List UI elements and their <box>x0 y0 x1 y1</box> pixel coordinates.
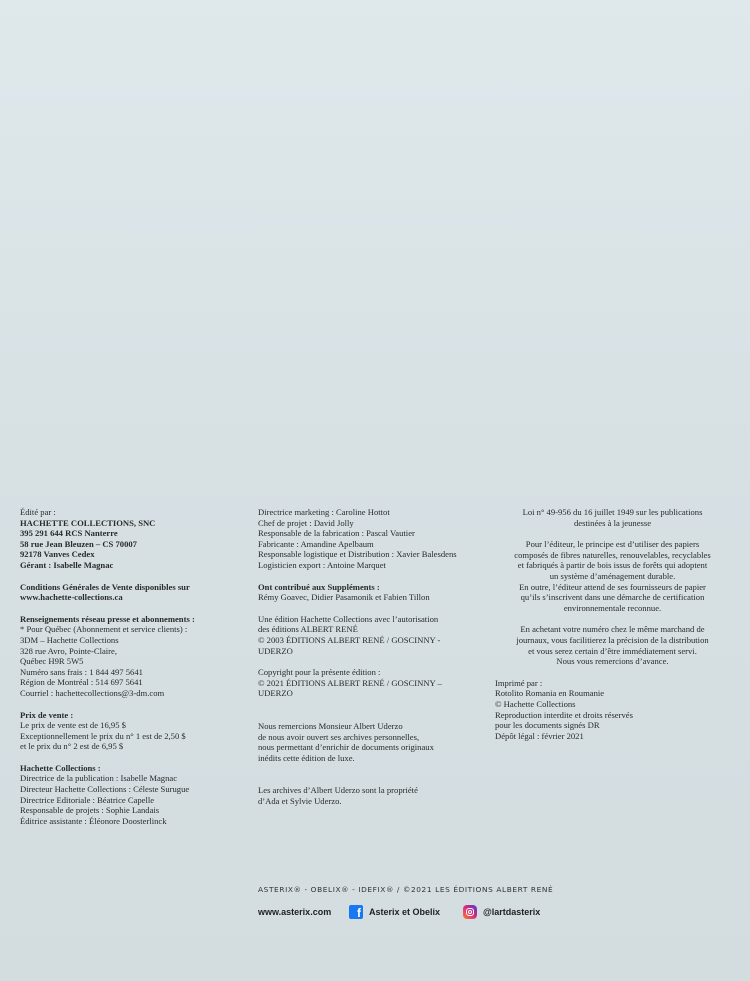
facebook-link[interactable] <box>349 903 440 921</box>
colophon-column-3 <box>495 507 730 741</box>
edition-line: Une édition Hachette Collections avec l’autorisation <box>258 613 439 624</box>
network-line: Québec H9R 5W5 <box>20 656 84 667</box>
staff-line: Chef de projet : David Jolly <box>258 517 354 528</box>
copyright-line: UDERZO <box>258 688 293 699</box>
hachette-staff-line: Directrice de la publication : Isabelle Magnac <box>20 773 178 784</box>
network-line: Courriel : hachettecollections@3-dm.com <box>20 687 165 698</box>
copyright-line: © 2021 ÉDITIONS ALBERT RENÉ / GOSCINNY – <box>258 677 442 688</box>
staff-line: Logisticien export : Antoine Marquet <box>258 559 386 570</box>
staff-line: Responsable de la fabrication : Pascal Vautier <box>258 528 415 539</box>
edition-line: © 2003 ÉDITIONS ALBERT RENÉ / GOSCINNY - <box>258 634 441 645</box>
purchase-line: et vous serez certain d’être immédiatement servi. <box>528 645 697 656</box>
colophon-column-1 <box>20 507 245 826</box>
thanks-line: nous permettant d’enrichir de documents originaux <box>258 742 434 753</box>
staff-line: Fabricante : Amandine Apelbaum <box>258 538 374 549</box>
network-line: * Pour Québec (Abonnement et service clients) : <box>20 624 188 635</box>
network-line: 328 rue Avro, Pointe-Claire, <box>20 645 117 656</box>
price-line: Le prix de vente est de 16,95 $ <box>20 720 126 731</box>
environment-line: composés de fibres naturelles, renouvelables, recyclables <box>514 549 711 560</box>
purchase-line: En achetant votre numéro chez le même marchand de <box>520 624 705 635</box>
law-line: Loi n° 49-956 du 16 juillet 1949 sur les publications <box>522 507 703 517</box>
hachette-title: Hachette Collections : <box>20 762 101 773</box>
hachette-staff-line: Directrice Editoriale : Béatrice Capelle <box>20 794 155 805</box>
colophon-column-2 <box>258 507 483 806</box>
environment-line: un système d’aménagement durable. <box>549 570 676 581</box>
archives-line: d’Ada et Sylvie Uderzo. <box>258 795 342 806</box>
supplements-names: Rémy Goavec, Didier Pasamonik et Fabien Tillon <box>258 592 430 603</box>
edition-line: des éditions ALBERT RENÉ <box>258 624 358 635</box>
thanks-line: Nous remercions Monsieur Albert Uderzo <box>258 720 403 731</box>
staff-line: Directrice marketing : Caroline Hottot <box>258 507 390 517</box>
hachette-staff-line: Responsable de projets : Sophie Landais <box>20 805 160 816</box>
website-label: www.asterix.com <box>258 907 332 917</box>
printer-line: Rotolito Romania en Roumanie <box>495 688 605 699</box>
law-line: destinées à la jeunesse <box>573 517 652 528</box>
price-title: Prix de vente : <box>20 709 74 720</box>
archives-line: Les archives d’Albert Uderzo sont la propriété <box>258 785 418 796</box>
instagram-link[interactable] <box>463 903 540 921</box>
network-line: Numéro sans frais : 1 844 497 5641 <box>20 666 143 677</box>
copyright-line: Copyright pour la présente édition : <box>258 667 381 678</box>
publisher-rcs: 395 291 644 RCS Nanterre <box>20 528 118 539</box>
instagram-icon <box>463 905 477 919</box>
price-line: et le prix du n° 2 est de 6,95 $ <box>20 741 124 752</box>
supplements-title: Ont contribué aux Suppléments : <box>258 581 380 592</box>
edition-line: UDERZO <box>258 645 293 656</box>
printer-line: © Hachette Collections <box>495 698 576 709</box>
trademark-credits: ASTERIX® - OBELIX® - IDEFIX® / ©2021 LES ÉDITIONS ALBERT RENÉ <box>258 885 554 894</box>
purchase-line: Nous vous remercions d’avance. <box>556 656 669 667</box>
printer-line: pour les documents signés DR <box>495 720 600 731</box>
network-line: Région de Montréal : 514 697 5641 <box>20 677 143 688</box>
publisher-name: HACHETTE COLLECTIONS, SNC <box>20 517 156 528</box>
thanks-line: de nous avoir ouvert ses archives personnelles, <box>258 731 420 742</box>
hachette-staff-line: Éditrice assistante : Éléonore Doosterlinck <box>20 815 167 826</box>
environment-line: En outre, l’éditeur attend de ses fournisseurs de papier <box>519 581 706 592</box>
facebook-label: Asterix et Obelix <box>369 907 441 917</box>
footer-links <box>258 903 558 921</box>
thanks-line: inédits cette édition de luxe. <box>258 752 355 763</box>
hachette-staff-line: Directeur Hachette Collections : Céleste Surugue <box>20 784 190 795</box>
staff-line: Responsable logistique et Distribution : Xavier Balesdens <box>258 549 457 560</box>
printer-line: Reproduction interdite et droits réservés <box>495 709 633 720</box>
instagram-label: @lartdasterix <box>483 907 541 917</box>
cgv-title: Conditions Générales de Vente disponibles sur <box>20 581 190 592</box>
environment-line: et fabriqués à partir de bois issus de forêts qui adoptent <box>517 560 708 571</box>
publisher-street: 58 rue Jean Bleuzen – CS 70007 <box>20 538 137 549</box>
printer-line: Imprimé par : <box>495 677 543 688</box>
network-title: Renseignements réseau presse et abonnements : <box>20 613 195 624</box>
printer-line: Dépôt légal : février 2021 <box>495 730 584 741</box>
website-link[interactable] <box>258 903 331 921</box>
cgv-url: www.hachette-collections.ca <box>20 592 123 603</box>
environment-line: Pour l’éditeur, le principe est d’utiliser des papiers <box>525 539 700 550</box>
edited-by-label: Édité par : <box>20 507 56 517</box>
purchase-line: journaux, vous facilitierez la précision de la distribution <box>516 634 709 645</box>
environment-line: environnementale reconnue. <box>563 602 662 613</box>
publisher-manager: Gérant : Isabelle Magnac <box>20 559 114 570</box>
environment-line: qu’ils s’inscrivent dans une démarche de certification <box>520 592 705 603</box>
network-line: 3DM – Hachette Collections <box>20 634 119 645</box>
publisher-city: 92178 Vanves Cedex <box>20 549 95 560</box>
price-line: Exceptionnellement le prix du n° 1 est de 2,50 $ <box>20 730 186 741</box>
facebook-icon: f <box>349 905 363 919</box>
